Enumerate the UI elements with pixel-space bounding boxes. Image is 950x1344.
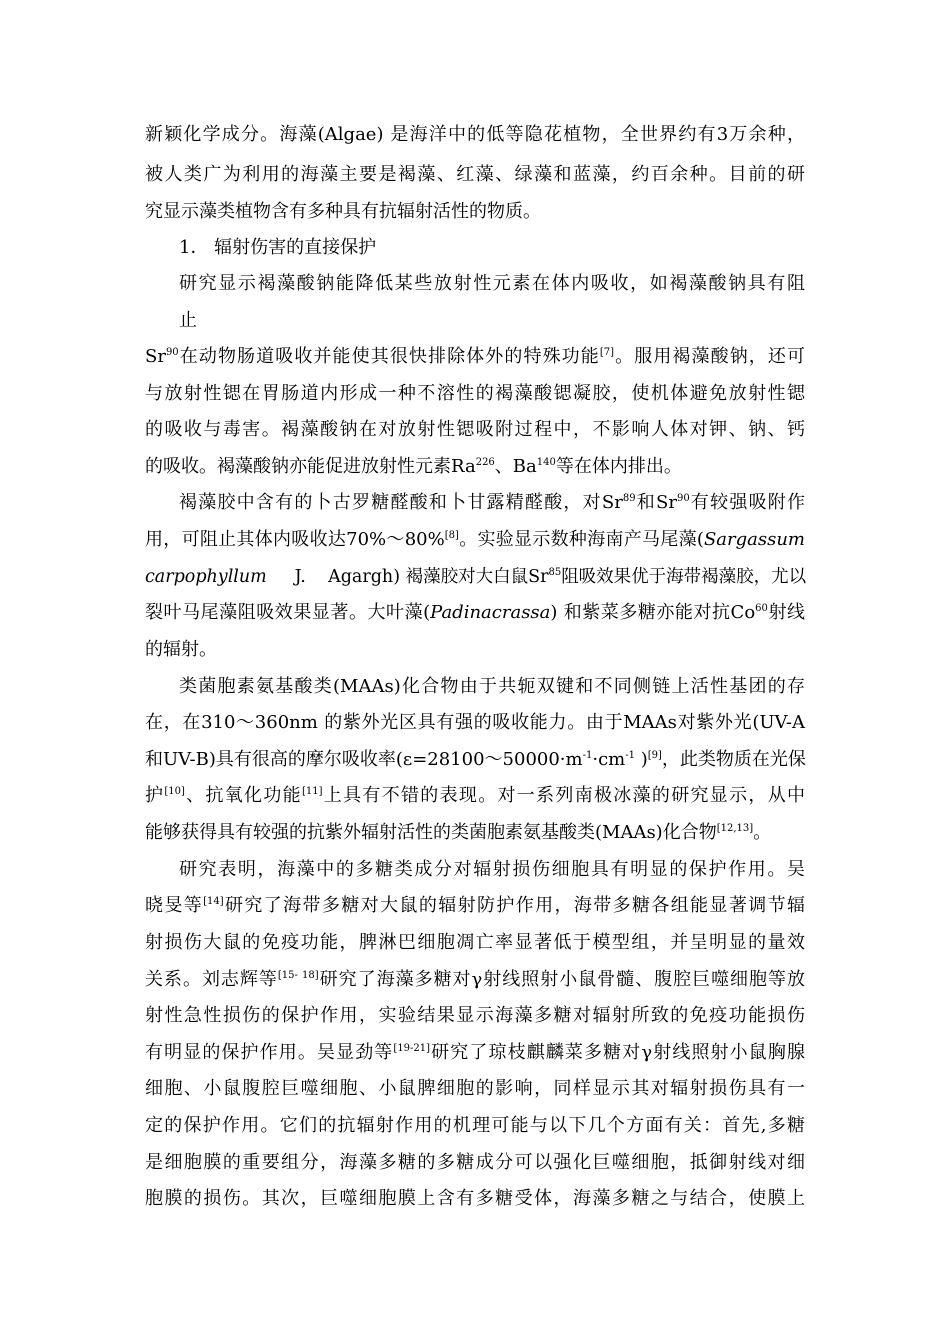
poly-line-1: 研究表明，海藻中的多糖类成分对辐射损伤细胞具有明显的保护作用。吴 bbox=[179, 859, 805, 880]
intro-line-2: 被人类广为利用的海藻主要是褐藻、红藻、绿藻和蓝藻，约百余种。目前的研 bbox=[145, 164, 805, 185]
gel-line-4: 裂叶马尾藻阻吸效果显著。大叶藻(Padinacrassa) 和紫菜多糖亦能对抗Co$^{60}$射线 bbox=[145, 602, 805, 623]
poly-line-10: 胞膜的损伤。其次，巨噬细胞膜上含有多糖受体，海藻多糖之与结合，使膜上 bbox=[145, 1188, 805, 1209]
alginate-line-3: Sr$^{90}$在动物肠道吸收并能使其很快排除体外的特殊功能[7]。服用褐藻酸钠，还可 bbox=[145, 346, 806, 367]
alginate-line-4: 与放射性锶在胃肠道内形成一种不溶性的褐藻酸锶凝胶，使机体避免放射性锶 bbox=[145, 383, 805, 404]
maas-line-4: 护[10]、抗氧化功能[11]上具有不错的表现。对一系列南极冰藻的研究显示，从中 bbox=[145, 785, 806, 806]
maas-line-5: 能够获得具有较强的抗紫外辐射活性的类菌胞素氨基酸类(MAAs)化合物[12,13]。 bbox=[145, 822, 772, 843]
gel-line-5: 的辐射。 bbox=[145, 639, 217, 660]
maas-line-3: 和UV-B)具有很高的摩尔吸收率($\varepsilon=28100\sim 50000\cdot m^{-1}\cdot cm^{-1}$ )[9]，此类物质在光保 bbox=[145, 749, 806, 770]
alginate-line-2: 止 bbox=[179, 310, 197, 331]
poly-line-8: 定的保护作用。它们的抗辐射作用的机理可能与以下几个方面有关：首先,多糖 bbox=[145, 1115, 805, 1136]
maas-line-1: 类菌胞素氨基酸类(MAAs)化合物由于共轭双键和不同侧链上活性基团的存 bbox=[179, 676, 805, 697]
poly-line-7: 细胞、小鼠腹腔巨噬细胞、小鼠脾细胞的影响，同样显示其对辐射损伤具有一 bbox=[145, 1078, 805, 1099]
poly-line-6: 有明显的保护作用。吴显劲等[19-21]研究了琼枝麒麟菜多糖对γ射线照射小鼠胸腺 bbox=[145, 1042, 805, 1063]
maas-line-2: 在，在310～360nm 的紫外光区具有强的吸收能力。由于MAAs对紫外光(UV-A bbox=[145, 712, 805, 733]
gel-line-2: 用，可阻止其体内吸收达70%～80%[8]。实验显示数种海南产马尾藻(Sargassum bbox=[145, 529, 805, 550]
section-heading: 1． 辐射伤害的直接保护 bbox=[179, 237, 377, 258]
intro-line-1: 新颖化学成分。海藻(Algae) 是海洋中的低等隐花植物，全世界约有3万余种， bbox=[145, 124, 805, 145]
intro-line-3: 究显示藻类植物含有多种具有抗辐射活性的物质。 bbox=[145, 201, 541, 222]
gel-line-3: carpophyllum J. Agargh) 褐藻胶对大白鼠Sr$^{85}$阻吸效果优于海带褐藻胶，尤以 bbox=[145, 567, 807, 587]
poly-line-9: 是细胞膜的重要组分，海藻多糖的多糖成分可以强化巨噬细胞，抵御射线对细 bbox=[145, 1152, 805, 1173]
alginate-line-1: 研究显示褐藻酸钠能降低某些放射性元素在体内吸收，如褐藻酸钠具有阻 bbox=[179, 273, 805, 294]
alginate-line-5: 的吸收与毒害。褐藻酸钠在对放射性锶吸附过程中，不影响人体对钾、钠、钙 bbox=[145, 419, 805, 440]
poly-line-2: 晓旻等[14]研究了海带多糖对大鼠的辐射防护作用，海带多糖各组能显著调节辐 bbox=[145, 895, 806, 916]
poly-line-4: 关系。刘志辉等[15- 18]研究了海藻多糖对γ射线照射小鼠骨髓、腹腔巨噬细胞等放 bbox=[145, 969, 806, 990]
poly-line-5: 射性急性损伤的保护作用，实验结果显示海藻多糖对辐射所致的免疫功能损伤 bbox=[145, 1005, 805, 1026]
gel-line-1: 褐藻胶中含有的卜古罗糖醛酸和卜甘露精醛酸，对Sr$^{89}$和Sr$^{90}$有较强吸附作 bbox=[179, 492, 806, 513]
alginate-line-6: 的吸收。褐藻酸钠亦能促进放射性元素Ra$^{226}$、Ba$^{140}$等在体内排出。 bbox=[145, 456, 682, 477]
poly-line-3: 射损伤大鼠的免疫功能，脾淋巴细胞凋亡率显著低于模型组，并呈明显的量效 bbox=[145, 932, 805, 953]
